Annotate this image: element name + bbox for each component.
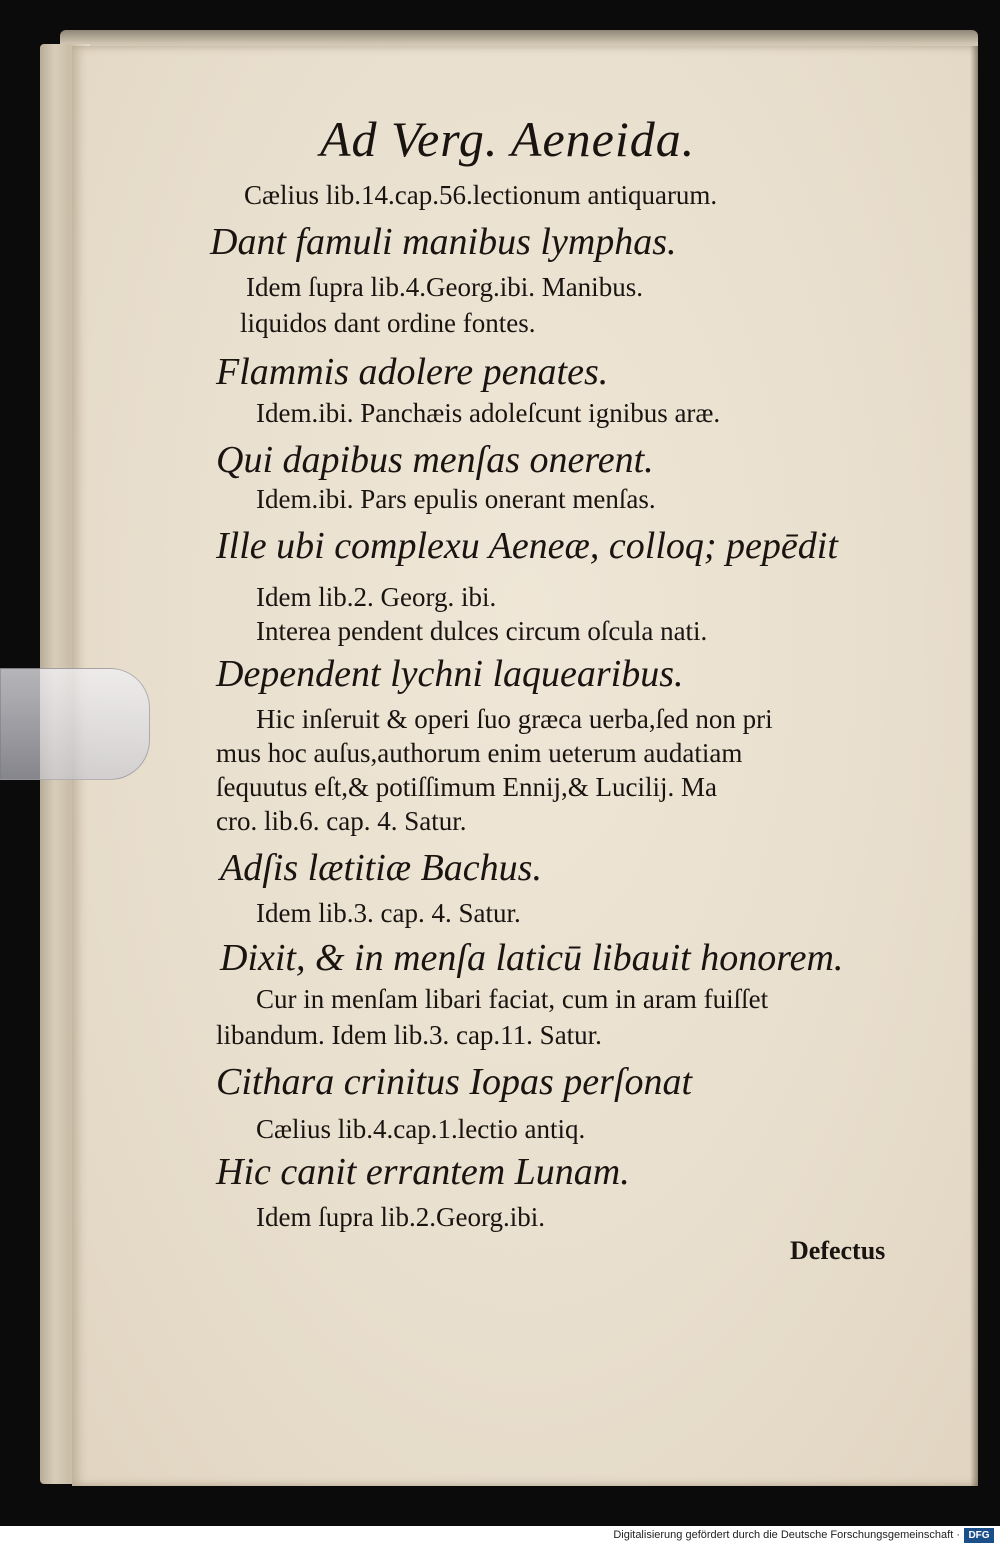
text-line: cro. lib.6. cap. 4. Satur. [216, 806, 467, 836]
text-line: libandum. Idem lib.3. cap.11. Satur. [216, 1020, 602, 1050]
verse-line: Adſis lætitiæ Bachus. [220, 847, 542, 889]
text-line: Cælius lib.14.cap.56.lectionum antiquarum. [244, 180, 718, 210]
verse-line: Dixit, & in menſa laticū libauit honorem. [220, 937, 844, 979]
text-line: Idem ſupra lib.4.Georg.ibi. Manibus. [246, 272, 643, 302]
text-line: Idem lib.3. cap. 4. Satur. [256, 898, 521, 928]
text-line: Cur in menſam libari faciat, cum in aram fuiſſet [256, 984, 769, 1014]
text-line: Interea pendent dulces circum oſcula nati. [256, 616, 708, 646]
text-line: ſequutus eſt,& potiſſimum Ennij,& Lucilij. Ma [216, 772, 717, 802]
text-line: Idem ſupra lib.2.Georg.ibi. [256, 1202, 545, 1232]
verse-line: Dant famuli manibus lymphas. [210, 221, 677, 263]
text-line: mus hoc auſus,authorum enim ueterum audatiam [216, 738, 743, 768]
footer-credit: Digitalisierung gefördert durch die Deutsche Forschungsgemeinschaft · [613, 1529, 960, 1541]
catchword: Defectus [790, 1236, 886, 1265]
verse-line: Flammis adolere penates. [216, 351, 609, 393]
verse-line: Cithara crinitus Iopas perſonat [216, 1061, 693, 1103]
text-line: Cælius lib.4.cap.1.lectio antiq. [256, 1114, 586, 1144]
verse-line: Dependent lychni laquearibus. [216, 653, 684, 695]
page-gutter-shadow [970, 46, 978, 1486]
dfg-logo: DFG [964, 1528, 994, 1543]
page-heading: Ad Verg. Aeneida. [320, 111, 696, 167]
text-line: Idem.ibi. Pars epulis onerant menſas. [256, 484, 656, 514]
verse-line: Qui dapibus menſas onerent. [216, 439, 654, 481]
text-line: Idem lib.2. Georg. ibi. [256, 582, 497, 612]
footer-bar [0, 1526, 1000, 1546]
text-line: Idem.ibi. Panchæis adoleſcunt ignibus aræ. [256, 398, 721, 428]
page-clip [0, 668, 150, 780]
text-line: liquidos dant ordine fontes. [240, 308, 536, 338]
verse-line: Hic canit errantem Lunam. [216, 1151, 630, 1193]
verse-line: Ille ubi complexu Aeneæ, colloq; pepēdit [216, 525, 838, 567]
text-line: Hic inſeruit & operi ſuo græca uerba,ſed non pri [256, 704, 773, 734]
